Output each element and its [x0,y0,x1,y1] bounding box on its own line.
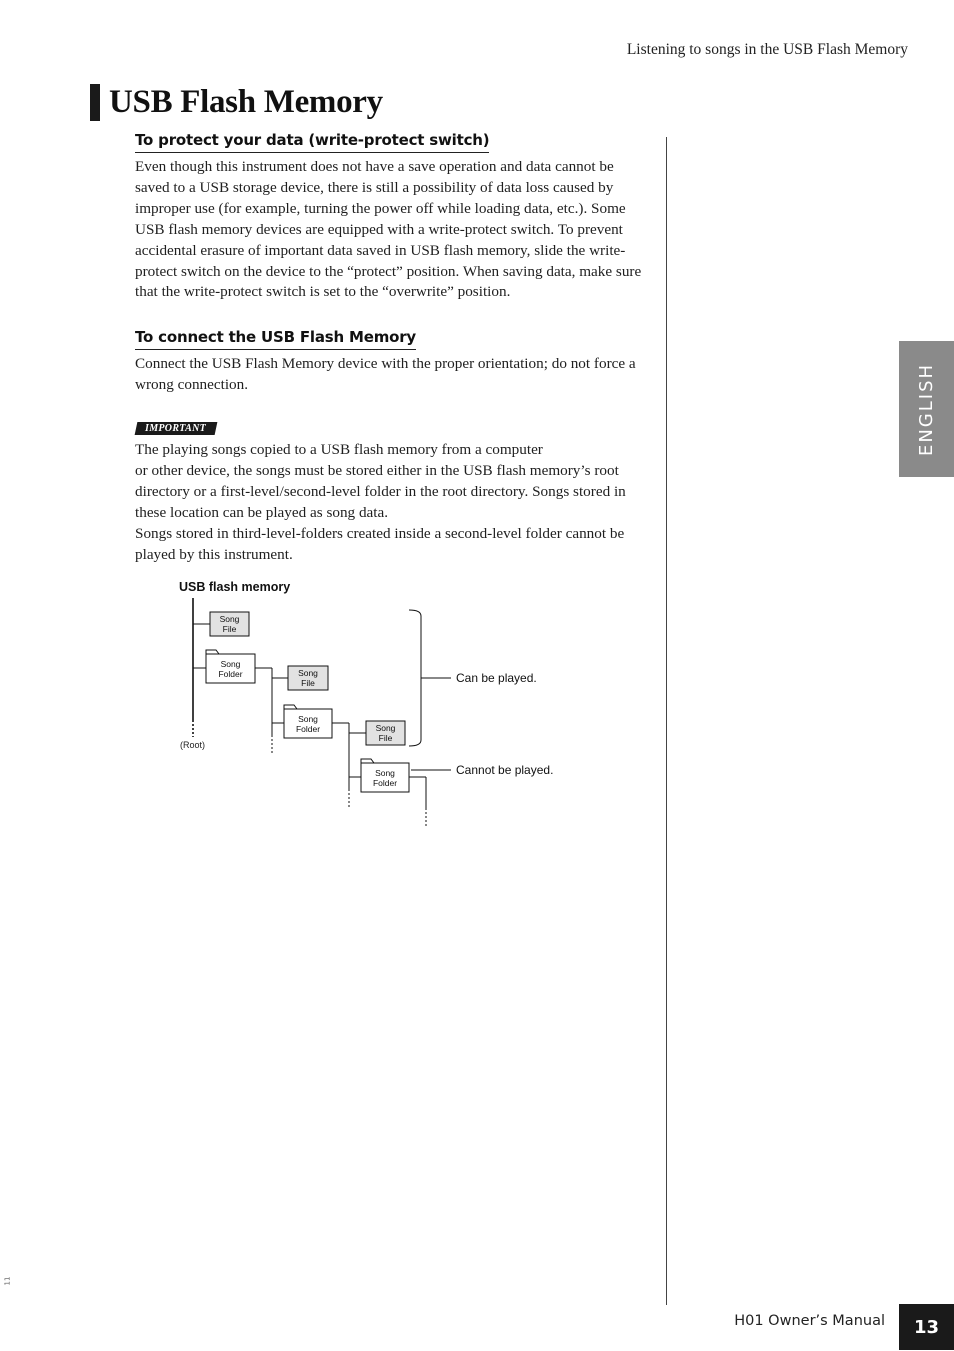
page-number-box [899,1304,954,1350]
important-line-3: Songs stored in third-level-folders created inside a second-level folder cannot be played by this instrument. [135,524,625,563]
folder2-label-1: Song [298,714,318,724]
root-file-label-2: File [222,624,237,634]
root-label: (Root) [180,740,206,750]
cannot-be-played-label: Cannot be played. [456,763,554,777]
page-title: USB Flash Memory [109,84,383,120]
can-be-played-label: Can be played. [456,671,537,685]
level3-file-label-1: Song [375,723,396,733]
folder2-label-2: Folder [295,724,321,734]
section-heading: To protect your data (write-protect switch) [135,131,489,153]
section-body: Connect the USB Flash Memory device with the proper orientation; do not force a wrong connection. [135,355,636,393]
language-tab-label: ENGLISH [916,362,937,456]
playable-range-bracket [409,610,421,746]
folder-tab-1 [206,650,219,654]
language-tab [899,341,954,477]
folder3-label-1: Song [375,768,395,778]
level2-file-label-1: Song [298,668,318,678]
folder-tab-3 [361,759,374,763]
section-body: Even though this instrument does not have a save operation and data cannot be saved to a USB storage device, there is still a possibility of data loss caused by improper use (for example, turning the power off while loading data, etc.). Some USB flash memory devices are equipped with a write-protect switch. To prevent accidental erasure of important data saved in USB flash memory, slide the write-protect switch on the device to the “protect” position. When saving data, make sure that the write-protect switch is set to the “overwrite” position. [135,158,642,301]
page-number: 13 [913,1316,940,1338]
diagram-title: USB flash memory [179,580,291,594]
margin-mark: 11 [3,1276,12,1286]
level3-file-label-2: File [378,733,393,743]
folder3-label-2: Folder [372,778,398,788]
important-line-1: The playing songs copied to a USB flash memory from a computer [135,441,543,458]
running-header: Listening to songs in the USB Flash Memory [626,41,908,58]
important-label: IMPORTANT [145,423,207,434]
folder1-label-1: Song [220,659,241,669]
important-line-2: or other device, the songs must be stored either in the USB flash memory’s root directory or a first-level/second-level folder in the root directory. Songs stored in these location can be played as song data. [135,461,626,521]
section-heading: To connect the USB Flash Memory [135,328,416,350]
level2-file-label-2: File [301,678,315,688]
folder1-label-2: Folder [218,669,243,679]
folder-tab-2 [284,705,297,709]
root-file-label-1: Song [219,614,240,624]
footer-manual-title: H01 Owner’s Manual [734,1313,885,1329]
